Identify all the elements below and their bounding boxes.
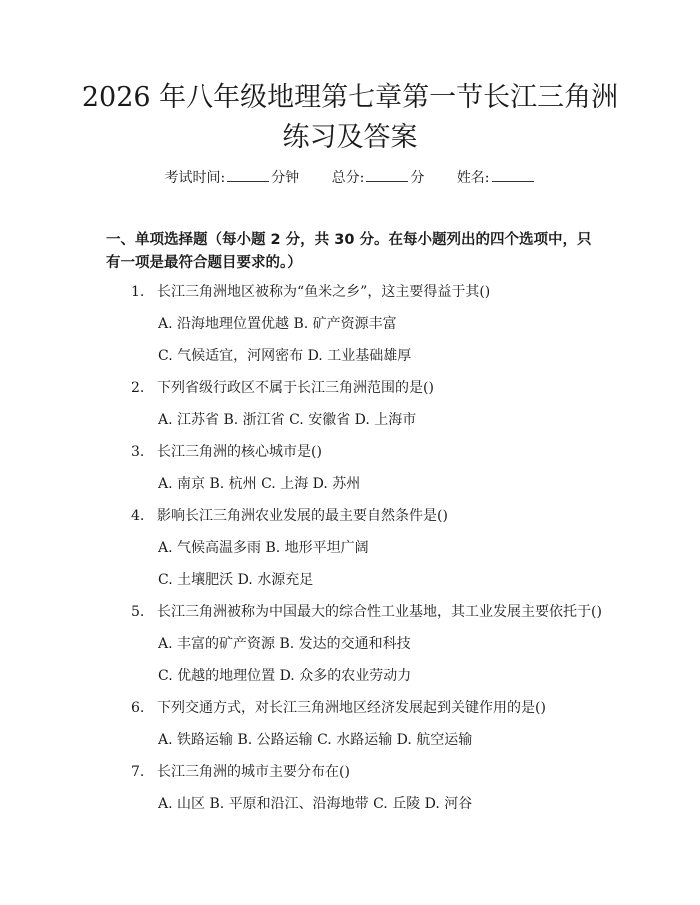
question-number: 2. (131, 380, 145, 396)
question-text: 下列省级行政区不属于长江三角洲范围的是() (157, 380, 434, 396)
question-number: 1. (131, 284, 145, 300)
section-heading: 一、单项选择题（每小题 2 分，共 30 分。在每小题列出的四个选项中，只有一项是最符合题目要求的。） (106, 232, 592, 271)
exam-time-unit: 分钟 (271, 170, 300, 186)
total-score-blank (366, 167, 408, 182)
question-5 (131, 602, 611, 622)
question-3 (131, 442, 611, 462)
total-score (332, 167, 425, 188)
exam-info-line (0, 167, 700, 188)
total-score-unit: 分 (410, 170, 425, 186)
exam-time-label: 考试时间: (164, 170, 226, 186)
question-text: 长江三角洲的城市主要分布在() (157, 764, 350, 780)
question-7 (131, 762, 611, 782)
question-text: 长江三角洲被称为中国最大的综合性工业基地，其工业发展主要依托于() (157, 604, 602, 620)
title-line-2: 练习及答案 (282, 122, 418, 153)
question-number: 3. (131, 444, 145, 460)
total-score-label: 总分: (331, 170, 365, 186)
question-2-options-row-1: A. 江苏省 B. 浙江省 C. 安徽省 D. 上海市 (158, 412, 417, 428)
exam-time (164, 167, 299, 188)
student-name-label: 姓名: (456, 170, 490, 186)
question-4 (131, 506, 611, 526)
question-text: 长江三角洲地区被称为“鱼米之乡”，这主要得益于其() (157, 284, 491, 300)
student-name-blank (492, 167, 534, 182)
title-line-1: 2026 年八年级地理第七章第一节长江三角洲 (81, 82, 619, 113)
document-title (60, 78, 640, 158)
question-2 (131, 378, 611, 398)
question-4-options-row-1: A. 气候高温多雨 B. 地形平坦广阔 (158, 540, 369, 556)
question-text: 下列交通方式，对长江三角洲地区经济发展起到关键作用的是() (157, 700, 546, 716)
question-4-options-row-2: C. 土壤肥沃 D. 水源充足 (158, 572, 314, 588)
question-1 (131, 282, 611, 302)
question-number: 4. (131, 508, 145, 524)
question-number: 5. (131, 604, 145, 620)
student-name (457, 167, 536, 188)
question-text: 影响长江三角洲农业发展的最主要自然条件是() (157, 508, 448, 524)
question-6 (131, 698, 611, 718)
question-number: 6. (131, 700, 145, 716)
question-7-options-row-1: A. 山区 B. 平原和沿江、沿海地带 C. 丘陵 D. 河谷 (158, 796, 473, 812)
question-3-options-row-1: A. 南京 B. 杭州 C. 上海 D. 苏州 (158, 476, 361, 492)
question-6-options-row-1: A. 铁路运输 B. 公路运输 C. 水路运输 D. 航空运输 (158, 732, 473, 748)
question-5-options-row-2: C. 优越的地理位置 D. 众多的农业劳动力 (158, 668, 412, 684)
question-5-options-row-1: A. 丰富的矿产资源 B. 发达的交通和科技 (158, 636, 411, 652)
question-1-options-row-1: A. 沿海地理位置优越 B. 矿产资源丰富 (158, 316, 397, 332)
question-1-options-row-2: C. 气候适宜，河网密布 D. 工业基础雄厚 (158, 348, 412, 364)
question-number: 7. (131, 764, 145, 780)
exam-time-blank (227, 167, 269, 182)
question-text: 长江三角洲的核心城市是() (157, 444, 322, 460)
